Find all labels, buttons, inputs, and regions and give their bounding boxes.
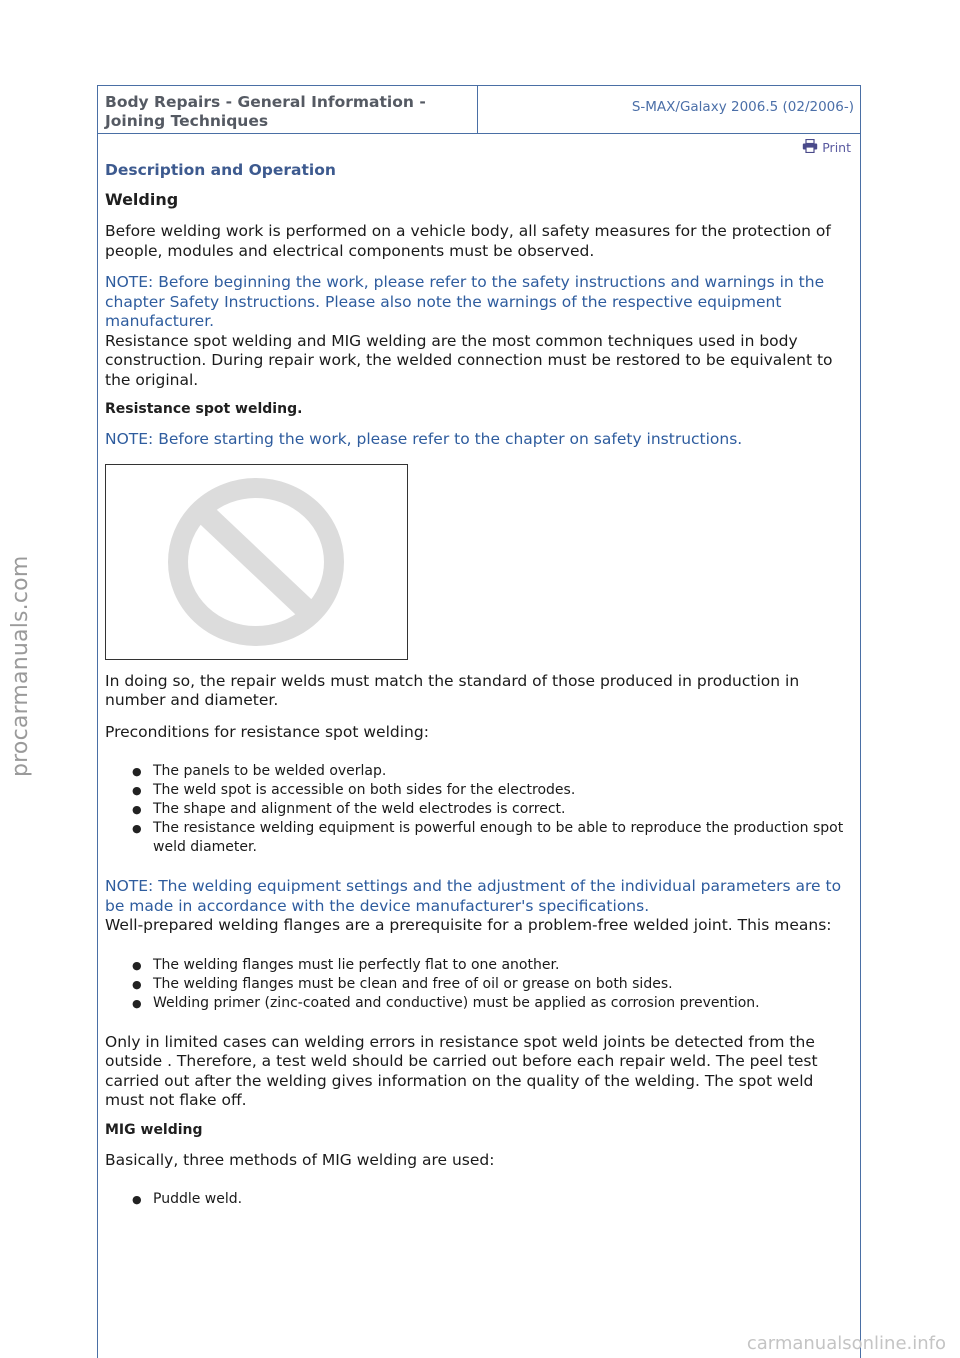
list-item: ● The resistance welding equipment is powerful enough to be able to reproduce the production spot weld diameter. (153, 819, 853, 857)
print-row (98, 134, 860, 156)
side-watermark: procarmanuals.com (8, 555, 33, 777)
manual-page (97, 85, 861, 1358)
print-button[interactable] (802, 139, 851, 156)
resistance-spot-welding-heading: Resistance spot welding. (105, 401, 303, 417)
repair-welds-paragraph: In doing so, the repair welds must match the standard of those produced in production in number and diameter. (105, 671, 800, 709)
vehicle-model: S-MAX/Galaxy 2006.5 (02/2006-) (631, 99, 854, 115)
page-title: Body Repairs - General Information - Joining Techniques (98, 86, 478, 133)
list-item: ● The shape and alignment of the weld electrodes is correct. (153, 800, 853, 819)
techniques-paragraph: Resistance spot welding and MIG welding are the most common techniques used in body construction. During repair work, the welded connection must be restored to be equivalent to the original. (105, 331, 833, 389)
preconditions-paragraph: Preconditions for resistance spot welding: (105, 722, 429, 741)
printer-icon (802, 139, 818, 156)
list-item: ● Welding primer (zinc-coated and conductive) must be applied as corrosion prevention. (153, 994, 853, 1013)
intro-paragraph: Before welding work is performed on a vehicle body, all safety measures for the protection of people, modules and electrical components must be observed. (105, 222, 831, 260)
mig-methods-list (105, 1190, 853, 1209)
list-item: ● The welding flanges must be clean and free of oil or grease on both sides. (153, 975, 853, 994)
list-item: ● Puddle weld. (153, 1190, 853, 1209)
weld-errors-paragraph: Only in limited cases can welding errors in resistance spot weld joints be detected from the outside . Therefore, a test weld should be carried out before each repair weld. The peel test carried out after the welding gives information on the quality of the welding. The spot weld must not flake off. (105, 1032, 818, 1109)
list-item: ● The welding flanges must lie perfectly flat to one another. (153, 956, 853, 975)
bottom-watermark: carmanualsonline.info (746, 1333, 946, 1354)
mig-welding-heading: MIG welding (105, 1121, 203, 1138)
list-item: ● The weld spot is accessible on both sides for the electrodes. (153, 781, 853, 800)
note-safety-chapter: NOTE: Before starting the work, please refer to the chapter on safety instructions. (105, 430, 743, 448)
note-equipment-settings: NOTE: The welding equipment settings and the adjustment of the individual parameters are to be made in accordance with the device manufacturer's specifications. (105, 877, 842, 915)
section-title: Description and Operation (105, 161, 336, 179)
welding-heading: Welding (105, 190, 179, 209)
preconditions-list (105, 762, 853, 857)
image-placeholder (105, 464, 408, 660)
note-safety-instructions: NOTE: Before beginning the work, please refer to the safety instructions and warnings in the chapter Safety Instructions. Please also note the warnings of the respective equipment manufacturer. (105, 273, 825, 330)
page-content (98, 160, 860, 1209)
flanges-list (105, 956, 853, 1013)
mig-methods-paragraph: Basically, three methods of MIG welding are used: (105, 1150, 495, 1169)
print-label: Print (822, 140, 851, 155)
no-image-icon (166, 477, 346, 651)
flanges-paragraph: Well-prepared welding flanges are a prerequisite for a problem-free welded joint. This means: (105, 916, 832, 934)
list-item: ● The panels to be welded overlap. (153, 762, 853, 781)
page-header (98, 86, 860, 134)
